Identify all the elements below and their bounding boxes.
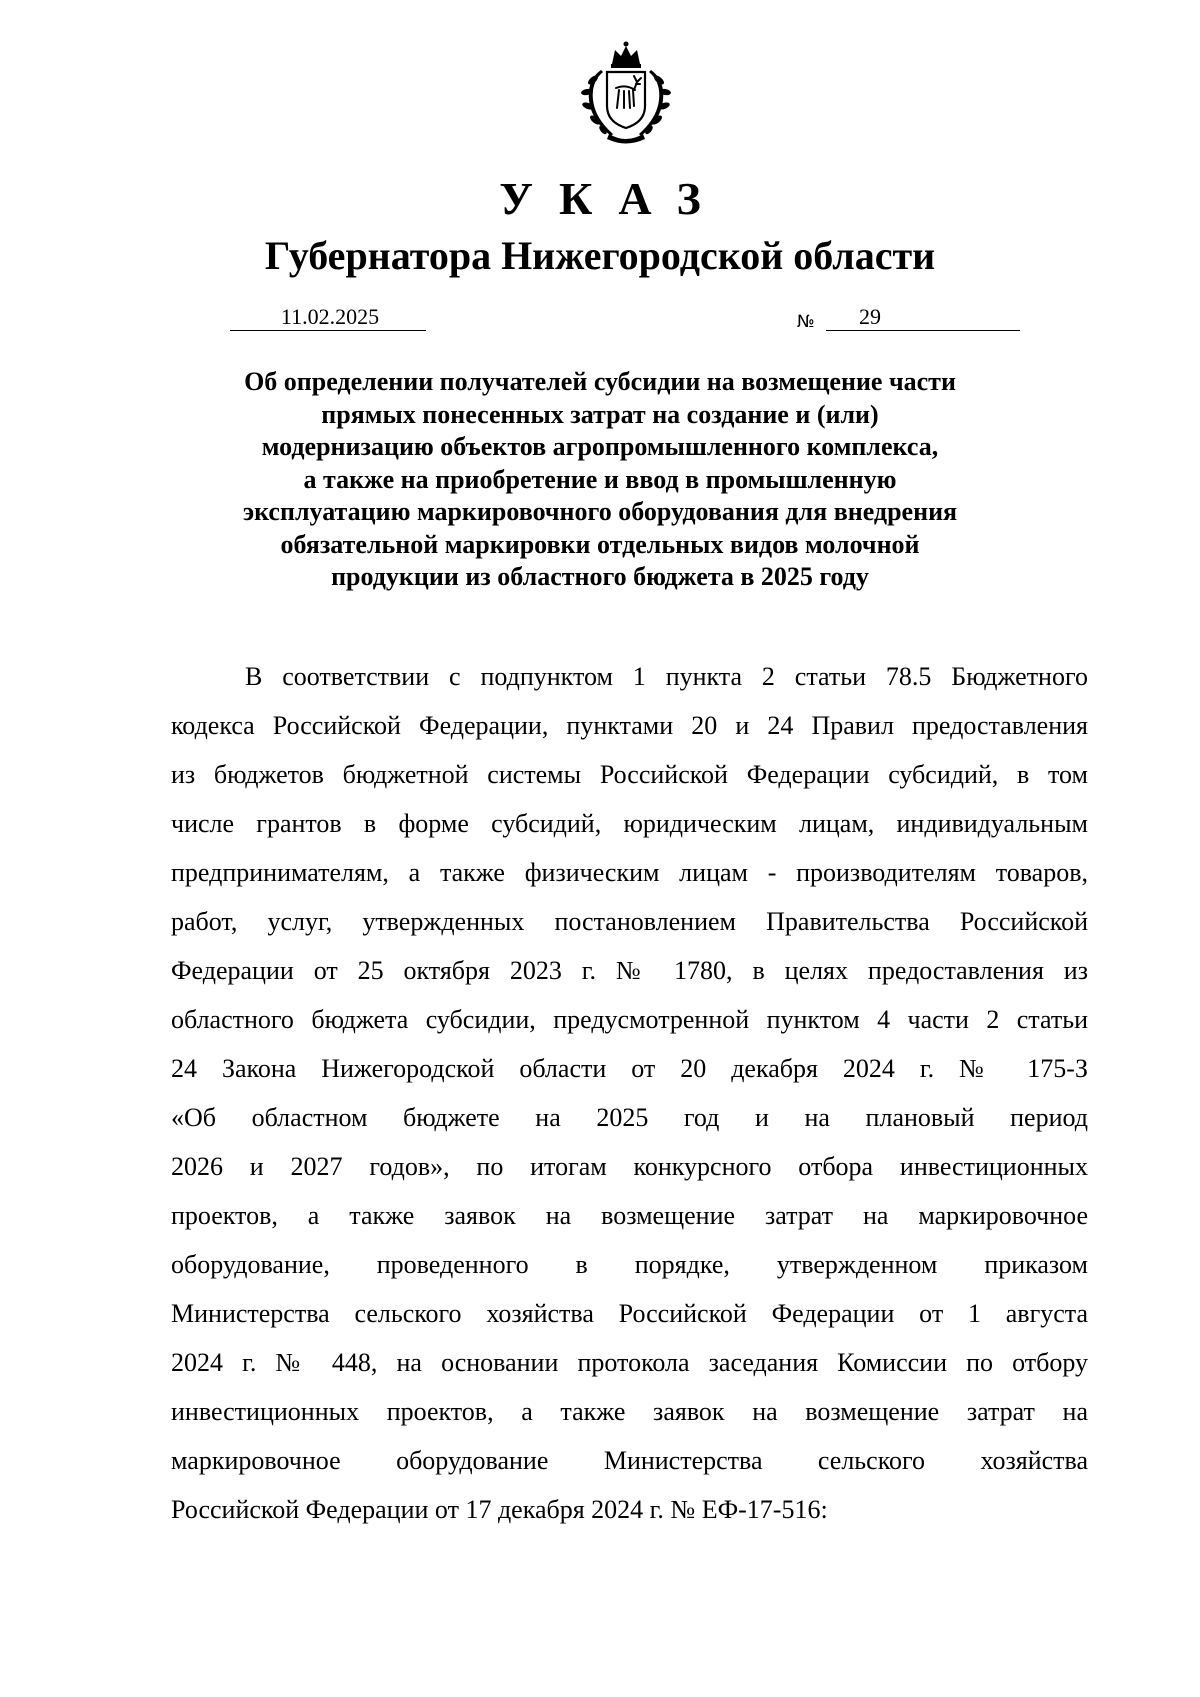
coat-of-arms-emblem [571,40,681,146]
decree-date: 11.02.2025 [230,304,426,331]
subject-line: Об определении получателей субсидии на возмещение части [244,367,956,396]
subject-line: модернизацию объектов агропромышленного комплекса, [261,432,939,461]
subject-line: а также на приобретение и ввод в промышленную [303,464,897,494]
body-line: работ, услуг, утвержденных постановлением Правительства Российской [171,907,1088,936]
body-line: 2024 г. № 448, на основании протокола заседания Комиссии по отбору [171,1348,1088,1377]
body-line: проектов, а также заявок на возмещение затрат на маркировочное [171,1201,1088,1230]
issuer-title: Губернатора Нижегородской области [264,233,936,278]
decree-title: УКАЗ [499,173,727,224]
subject-line: эксплуатацию маркировочного оборудования для внедрения [242,497,958,526]
body-line: из бюджетов бюджетной системы Российской Федерации субсидий, в том [171,760,1088,789]
subject-line: прямых понесенных затрат на создание и (или) [321,399,879,429]
subject-line: продукции из областного бюджета в 2025 году [331,562,869,591]
body-line: областного бюджета субсидии, предусмотренной пунктом 4 части 2 статьи [171,1005,1088,1034]
body-line: 2026 и 2027 годов», по итогам конкурсного отбора инвестиционных [171,1152,1088,1181]
body-line: оборудование, проведенного в порядке, утвержденном приказом [171,1250,1088,1279]
body-line: предпринимателям, а также физическим лицам - производителям товаров, [171,858,1088,887]
body-line: Федерации от 25 октября 2023 г. № 1780, в целях предоставления из [171,956,1088,985]
body-line: Российской Федерации от 17 декабря 2024 г. № ЕФ-17-516: [171,1495,828,1524]
body-line: инвестиционных проектов, а также заявок на возмещение затрат на [171,1397,1088,1426]
body-line: кодекса Российской Федерации, пунктами 20 и 24 Правил предоставления [171,711,1088,740]
body-line: числе грантов в форме субсидий, юридическим лицам, индивидуальным [171,809,1088,838]
body-line: 24 Закона Нижегородской области от 20 декабря 2024 г. № 175-З [171,1054,1088,1083]
body-line: В соответствии с подпунктом 1 пункта 2 статьи 78.5 Бюджетного [245,662,1088,691]
decree-subject [180,366,1020,594]
preamble-paragraph [171,652,1088,1534]
body-line: маркировочное оборудование Министерства сельского хозяйства [171,1446,1088,1475]
decree-number: 29 [826,304,1020,331]
number-sign: № [797,312,815,332]
body-line: «Об областном бюджете на 2025 год и на плановый период [171,1103,1088,1132]
subject-line: обязательной маркировки отдельных видов молочной [280,529,920,559]
body-line: Министерства сельского хозяйства Российской Федерации от 1 августа [171,1299,1088,1328]
